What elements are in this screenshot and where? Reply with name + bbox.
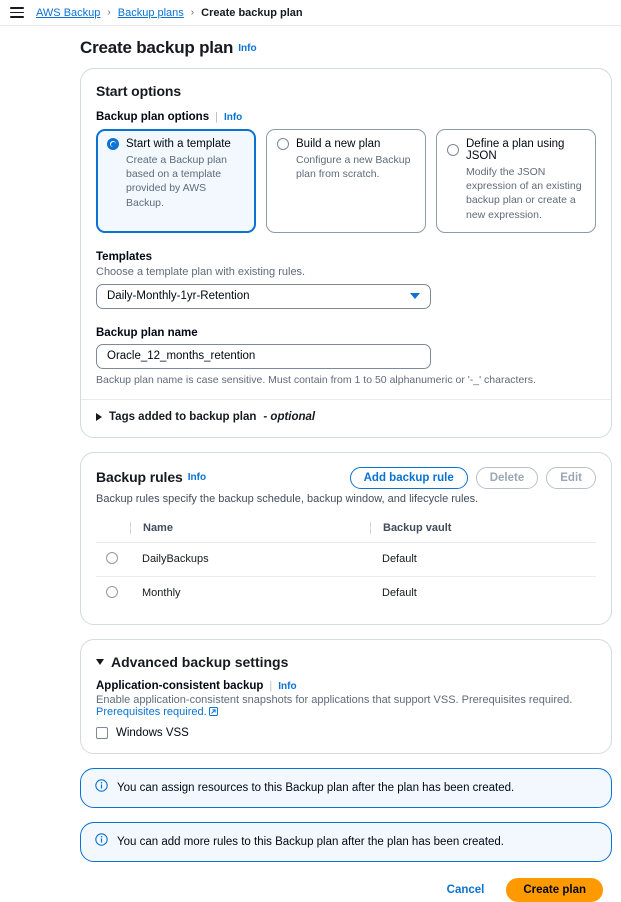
backup-plan-name-field bbox=[96, 323, 596, 386]
tags-expandable-section[interactable] bbox=[96, 411, 596, 423]
page-title: Create backup plan bbox=[80, 38, 234, 57]
windows-vss-checkbox-row[interactable] bbox=[96, 727, 596, 739]
row-vault-cell bbox=[370, 542, 596, 576]
table-row[interactable] bbox=[96, 576, 596, 610]
app-consistent-description: Enable application-consistent snapshots for applications that support VSS. Prerequisites required. bbox=[96, 693, 573, 706]
backup-rules-description: Backup rules specify the backup schedule, backup window, and lifecycle rules. bbox=[96, 492, 479, 505]
alert-assign-resources bbox=[80, 768, 612, 808]
page-header bbox=[0, 26, 621, 68]
backup-plan-name-label: Backup plan name bbox=[96, 326, 198, 339]
chevron-down-icon bbox=[410, 293, 420, 299]
radio-start-with-template[interactable] bbox=[107, 138, 119, 150]
backup-rules-actions bbox=[350, 467, 596, 489]
prerequisites-link[interactable]: Prerequisites required. bbox=[96, 705, 207, 718]
row-name-cell bbox=[130, 576, 370, 610]
option-tile-start-with-template[interactable] bbox=[96, 129, 256, 233]
radio-define-json[interactable] bbox=[447, 144, 459, 156]
row-name-value: Monthly bbox=[142, 587, 181, 600]
advanced-backup-settings-card bbox=[80, 639, 612, 754]
templates-select[interactable] bbox=[96, 284, 431, 309]
option-tile-define-json[interactable] bbox=[436, 129, 596, 233]
row-name-value: DailyBackups bbox=[142, 553, 209, 566]
row-vault-value: Default bbox=[382, 587, 417, 600]
info-circle-icon bbox=[95, 779, 108, 797]
table-header-row bbox=[96, 517, 596, 543]
option-description: Configure a new Backup plan from scratch. bbox=[296, 154, 411, 181]
table-body bbox=[96, 542, 596, 610]
row-vault-value: Default bbox=[382, 553, 417, 566]
hamburger-menu-icon[interactable] bbox=[10, 7, 24, 18]
tags-label: Tags added to backup plan bbox=[109, 410, 257, 423]
radio-build-new-plan[interactable] bbox=[277, 138, 289, 150]
start-options-card bbox=[80, 68, 612, 438]
app-consistent-info-link[interactable]: Info bbox=[278, 680, 297, 692]
row-vault-cell bbox=[370, 576, 596, 610]
table-header-name bbox=[130, 517, 370, 543]
page-info-link[interactable]: Info bbox=[238, 43, 257, 54]
backup-plan-options-label: Backup plan options bbox=[96, 111, 210, 123]
backup-rules-title: Backup rules bbox=[96, 468, 183, 485]
breadcrumb-item-backup-plans[interactable]: Backup plans bbox=[117, 6, 184, 19]
breadcrumb-item-current: Create backup plan bbox=[201, 6, 303, 19]
backup-rules-header bbox=[96, 467, 596, 489]
delete-rule-button[interactable]: Delete bbox=[476, 467, 539, 489]
option-label: Build a new plan bbox=[296, 138, 381, 150]
row-select-cell bbox=[96, 542, 130, 576]
option-description: Modify the JSON expression of an existing backup plan or create a new expression. bbox=[466, 166, 582, 221]
breadcrumb-item-aws-backup[interactable]: AWS Backup bbox=[36, 6, 101, 19]
table-header-name-label: Name bbox=[130, 522, 173, 534]
row-radio-monthly[interactable] bbox=[106, 586, 118, 598]
option-tile-build-new-plan[interactable] bbox=[266, 129, 426, 233]
option-label: Start with a template bbox=[126, 138, 231, 150]
triangle-right-icon bbox=[96, 413, 102, 421]
alert-text: You can assign resources to this Backup plan after the plan has been created. bbox=[117, 781, 515, 794]
tags-optional-suffix: - optional bbox=[263, 410, 316, 423]
app-consistent-label: Application-consistent backup bbox=[96, 679, 264, 692]
add-backup-rule-button[interactable]: Add backup rule bbox=[350, 467, 468, 489]
row-radio-dailybackups[interactable] bbox=[106, 552, 118, 564]
alert-add-more-rules bbox=[80, 822, 612, 862]
edit-rule-button[interactable]: Edit bbox=[546, 467, 596, 489]
backup-plan-options-radio-group bbox=[96, 129, 596, 233]
label-divider: | bbox=[215, 111, 218, 123]
external-link-icon[interactable] bbox=[209, 707, 218, 719]
table-row[interactable] bbox=[96, 542, 596, 576]
option-label: Define a plan using JSON bbox=[466, 138, 565, 162]
top-navigation-bar bbox=[0, 0, 621, 26]
app-consistent-label-row bbox=[96, 680, 596, 692]
backup-rules-title-group bbox=[96, 469, 206, 487]
table-header-vault-label: Backup vault bbox=[370, 522, 451, 534]
templates-field bbox=[96, 247, 596, 309]
table-header-select bbox=[96, 517, 130, 543]
templates-selected-value: Daily-Monthly-1yr-Retention bbox=[107, 290, 250, 303]
advanced-settings-title: Advanced backup settings bbox=[111, 653, 289, 670]
page-content bbox=[0, 68, 621, 902]
app-consistent-description-row bbox=[96, 694, 596, 719]
backup-plan-name-input[interactable] bbox=[96, 344, 431, 369]
backup-plan-options-label-row bbox=[96, 111, 596, 123]
templates-label: Templates bbox=[96, 250, 153, 263]
backup-plan-name-value: Oracle_12_months_retention bbox=[107, 350, 256, 363]
windows-vss-label: Windows VSS bbox=[116, 726, 189, 739]
start-options-title: Start options bbox=[96, 83, 182, 99]
option-tile-head bbox=[107, 138, 245, 150]
breadcrumb-separator: › bbox=[190, 7, 195, 18]
windows-vss-checkbox[interactable] bbox=[96, 727, 108, 739]
option-description: Create a Backup plan based on a template provided by AWS Backup. bbox=[126, 154, 227, 209]
row-select-cell bbox=[96, 576, 130, 610]
table-header bbox=[96, 517, 596, 543]
table-header-vault bbox=[370, 517, 596, 543]
create-plan-button[interactable]: Create plan bbox=[506, 878, 603, 902]
backup-rules-table bbox=[96, 517, 596, 610]
form-footer-actions bbox=[80, 876, 612, 902]
backup-plan-name-help: Backup plan name is case sensitive. Must contain from 1 to 50 alphanumeric or '-_' characters. bbox=[96, 373, 536, 386]
row-name-cell bbox=[130, 542, 370, 576]
cancel-button[interactable]: Cancel bbox=[441, 883, 491, 897]
option-tile-head bbox=[447, 138, 585, 162]
breadcrumb-separator: › bbox=[107, 7, 111, 18]
triangle-down-icon bbox=[96, 659, 104, 665]
option-tile-head bbox=[277, 138, 415, 150]
label-divider: | bbox=[269, 679, 273, 692]
backup-plan-options-info-link[interactable]: Info bbox=[223, 112, 243, 123]
info-circle-icon bbox=[95, 833, 108, 851]
advanced-settings-toggle[interactable] bbox=[96, 654, 596, 670]
templates-description: Choose a template plan with existing rules. bbox=[96, 265, 306, 278]
backup-rules-info-link[interactable]: Info bbox=[187, 471, 207, 483]
breadcrumb bbox=[36, 7, 303, 19]
page-body bbox=[0, 26, 621, 902]
alert-text: You can add more rules to this Backup plan after the plan has been created. bbox=[117, 835, 504, 848]
backup-rules-card bbox=[80, 452, 612, 625]
